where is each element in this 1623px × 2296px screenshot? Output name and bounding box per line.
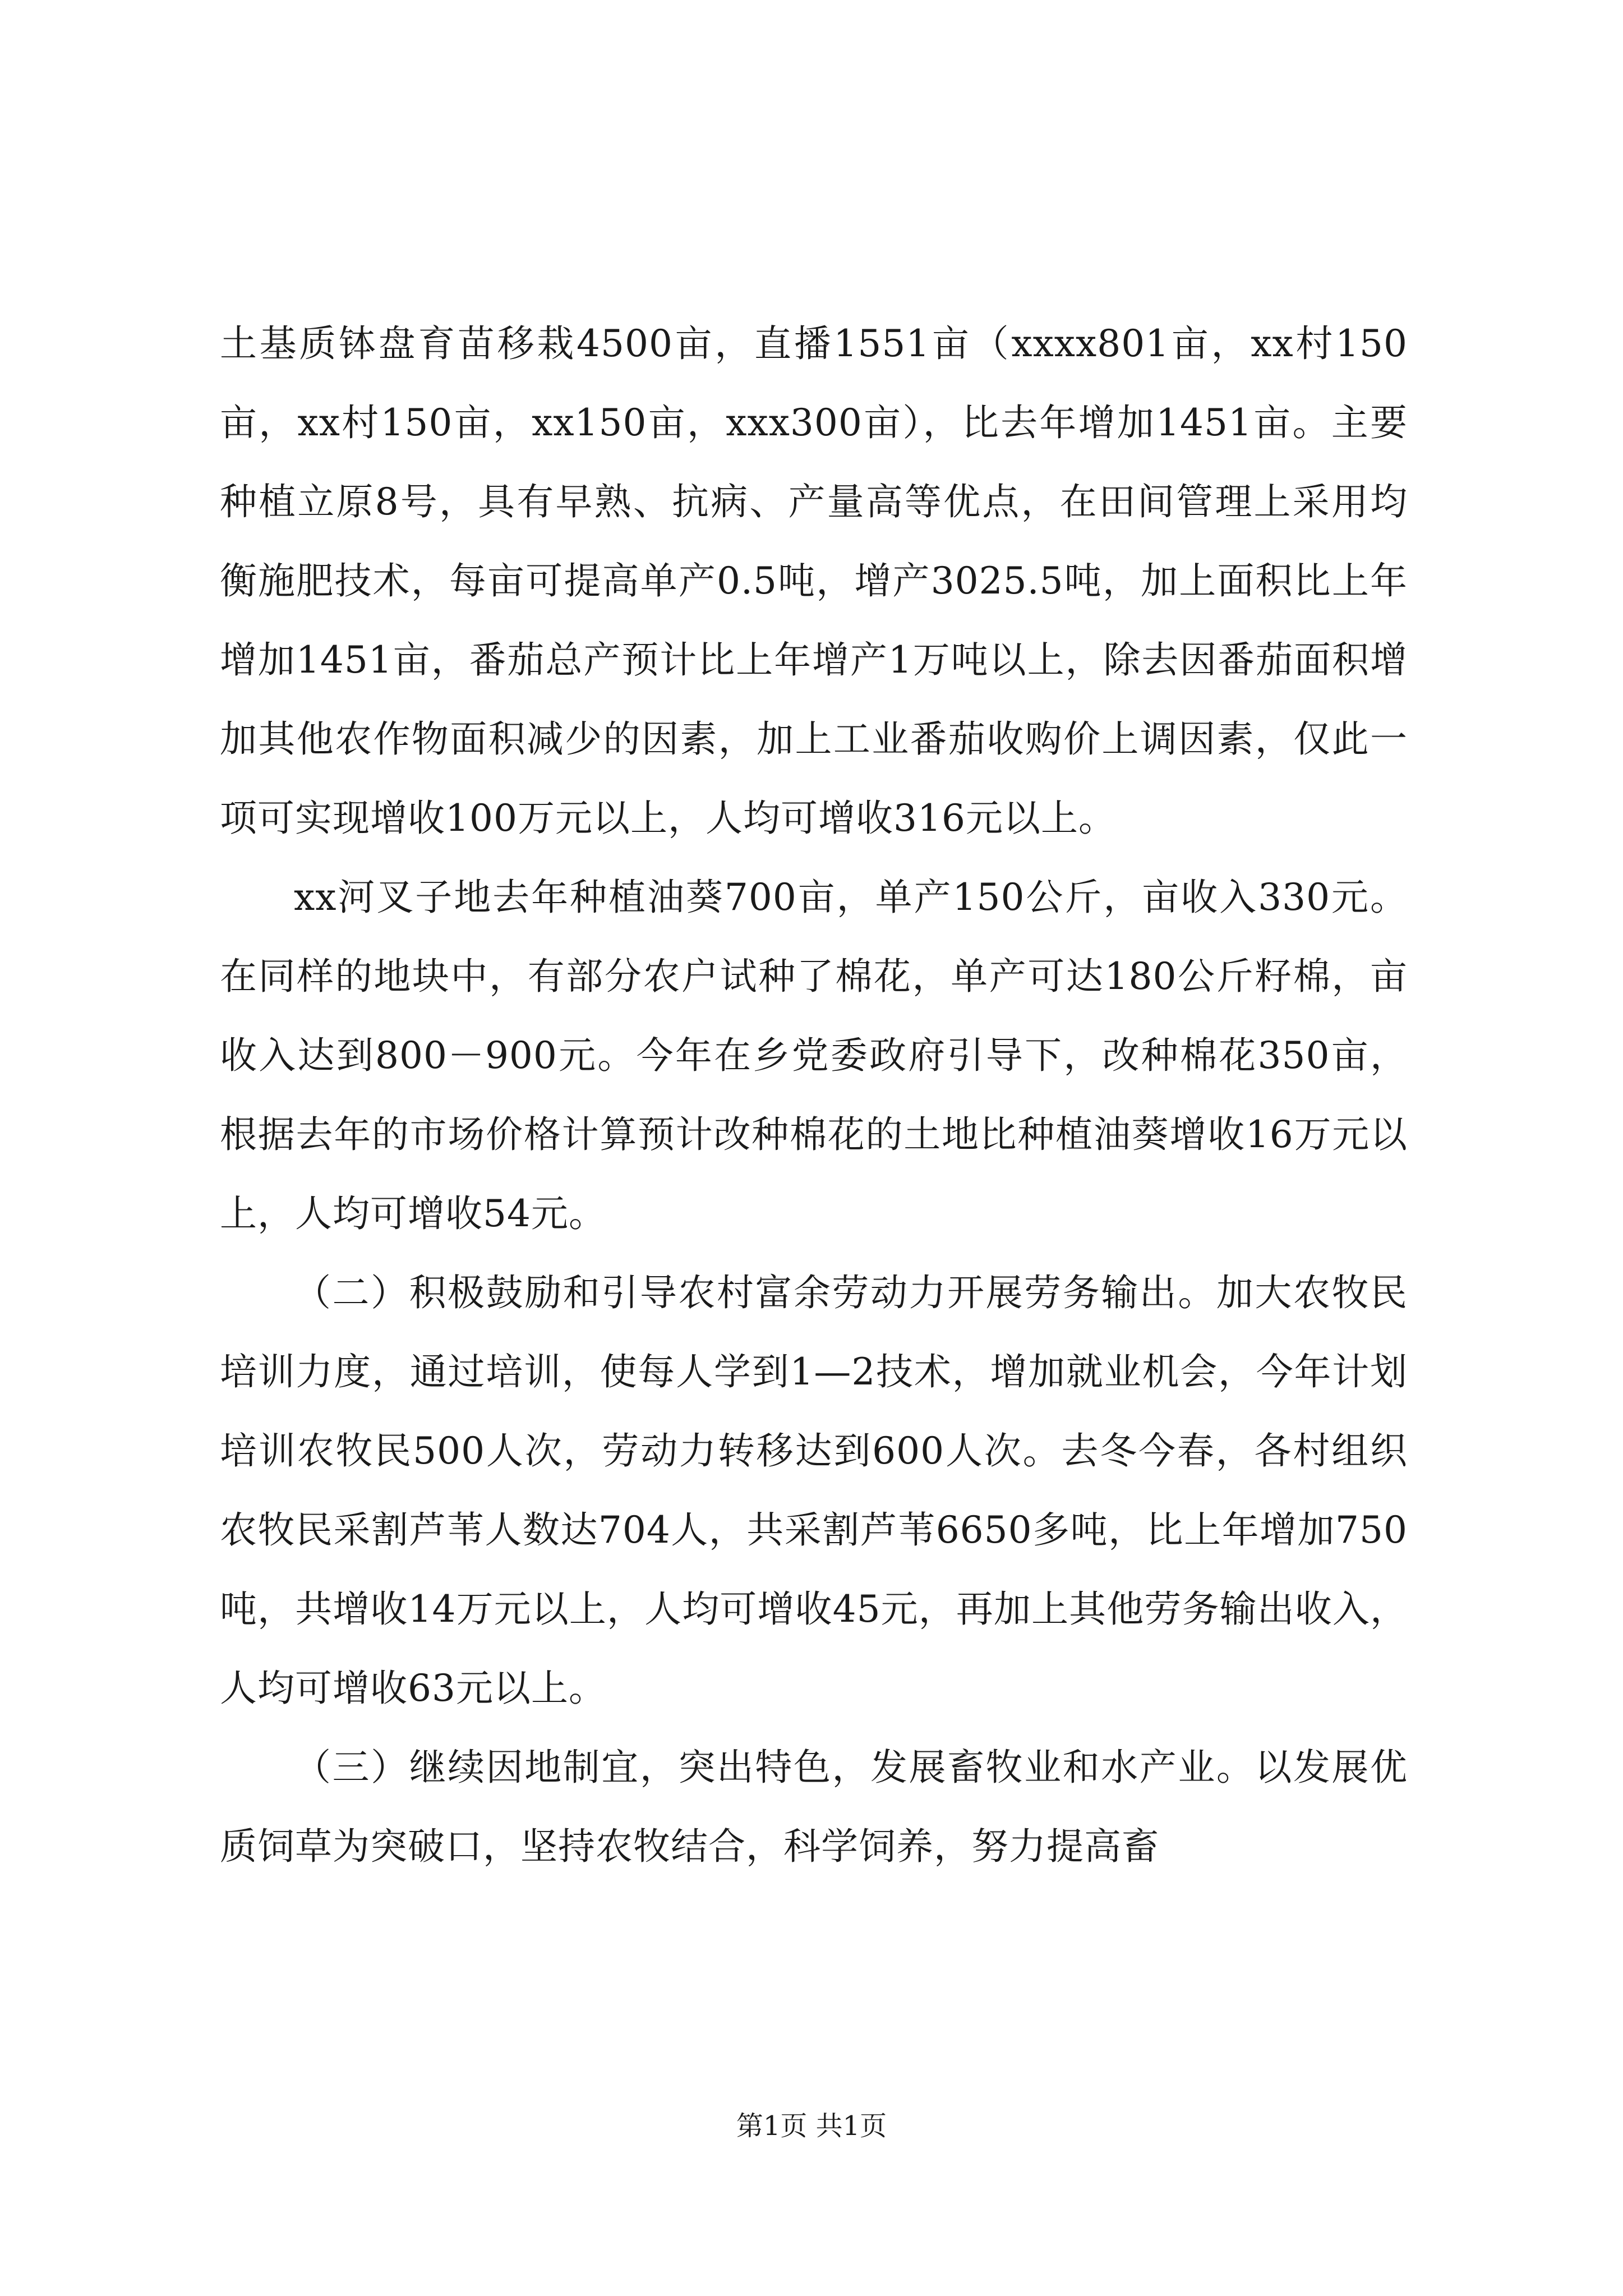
paragraph-labor-export: （二）积极鼓励和引导农村富余劳动力开展劳务输出。加大农牧民培训力度，通过培训，使每人学到1—2技术，增加就业机会，今年计划培训农牧民500人次，劳动力转移达到600人次。去冬今春，各村组织农牧民采割芦苇人数达704人，共采割芦苇6650多吨，比上年增加750吨，共增收14万元以上，人均可增收45元，再加上其他劳务输出收入，人均可增收63元以上。 xyxy=(220,1271,1408,1710)
paragraph-livestock: （三）继续因地制宜，突出特色，发展畜牧业和水产业。以发展优质饲草为突破口，坚持农牧结合，科学饲养，努力提高畜 xyxy=(220,1746,1408,1868)
paragraph-rapeseed-cotton: xx河叉子地去年种植油葵700亩，单产150公斤，亩收入330元。在同样的地块中，有部分农户试种了棉花，单产可达180公斤籽棉，亩收入达到800－900元。今年在乡党委政府引导下，改种棉花350亩，根据去年的市场价格计算预计改种棉花的土地比种植油葵增收16万元以上，人均可增收54元。 xyxy=(220,876,1408,1235)
paragraph-tomato-planting: 土基质钵盘育苗移栽4500亩，直播1551亩（xxxx801亩，xx村150亩，xx村150亩，xx150亩，xxx300亩），比去年增加1451亩。主要种植立原8号，具有早熟、抗病、产量高等优点，在田间管理上采用均衡施肥技术，每亩可提高单产0.5吨，增产3025.5吨，加上面积比上年增加1451亩，番茄总产预计比上年增产1万吨以上，除去因番茄面积增加其他农作物面积减少的因素，加上工业番茄收购价上调因素，仅此一项可实现增收100万元以上，人均可增收316元以上。 xyxy=(220,322,1408,840)
document-body xyxy=(220,304,1408,1886)
page-footer: 第1页 共1页 xyxy=(736,2110,887,2142)
